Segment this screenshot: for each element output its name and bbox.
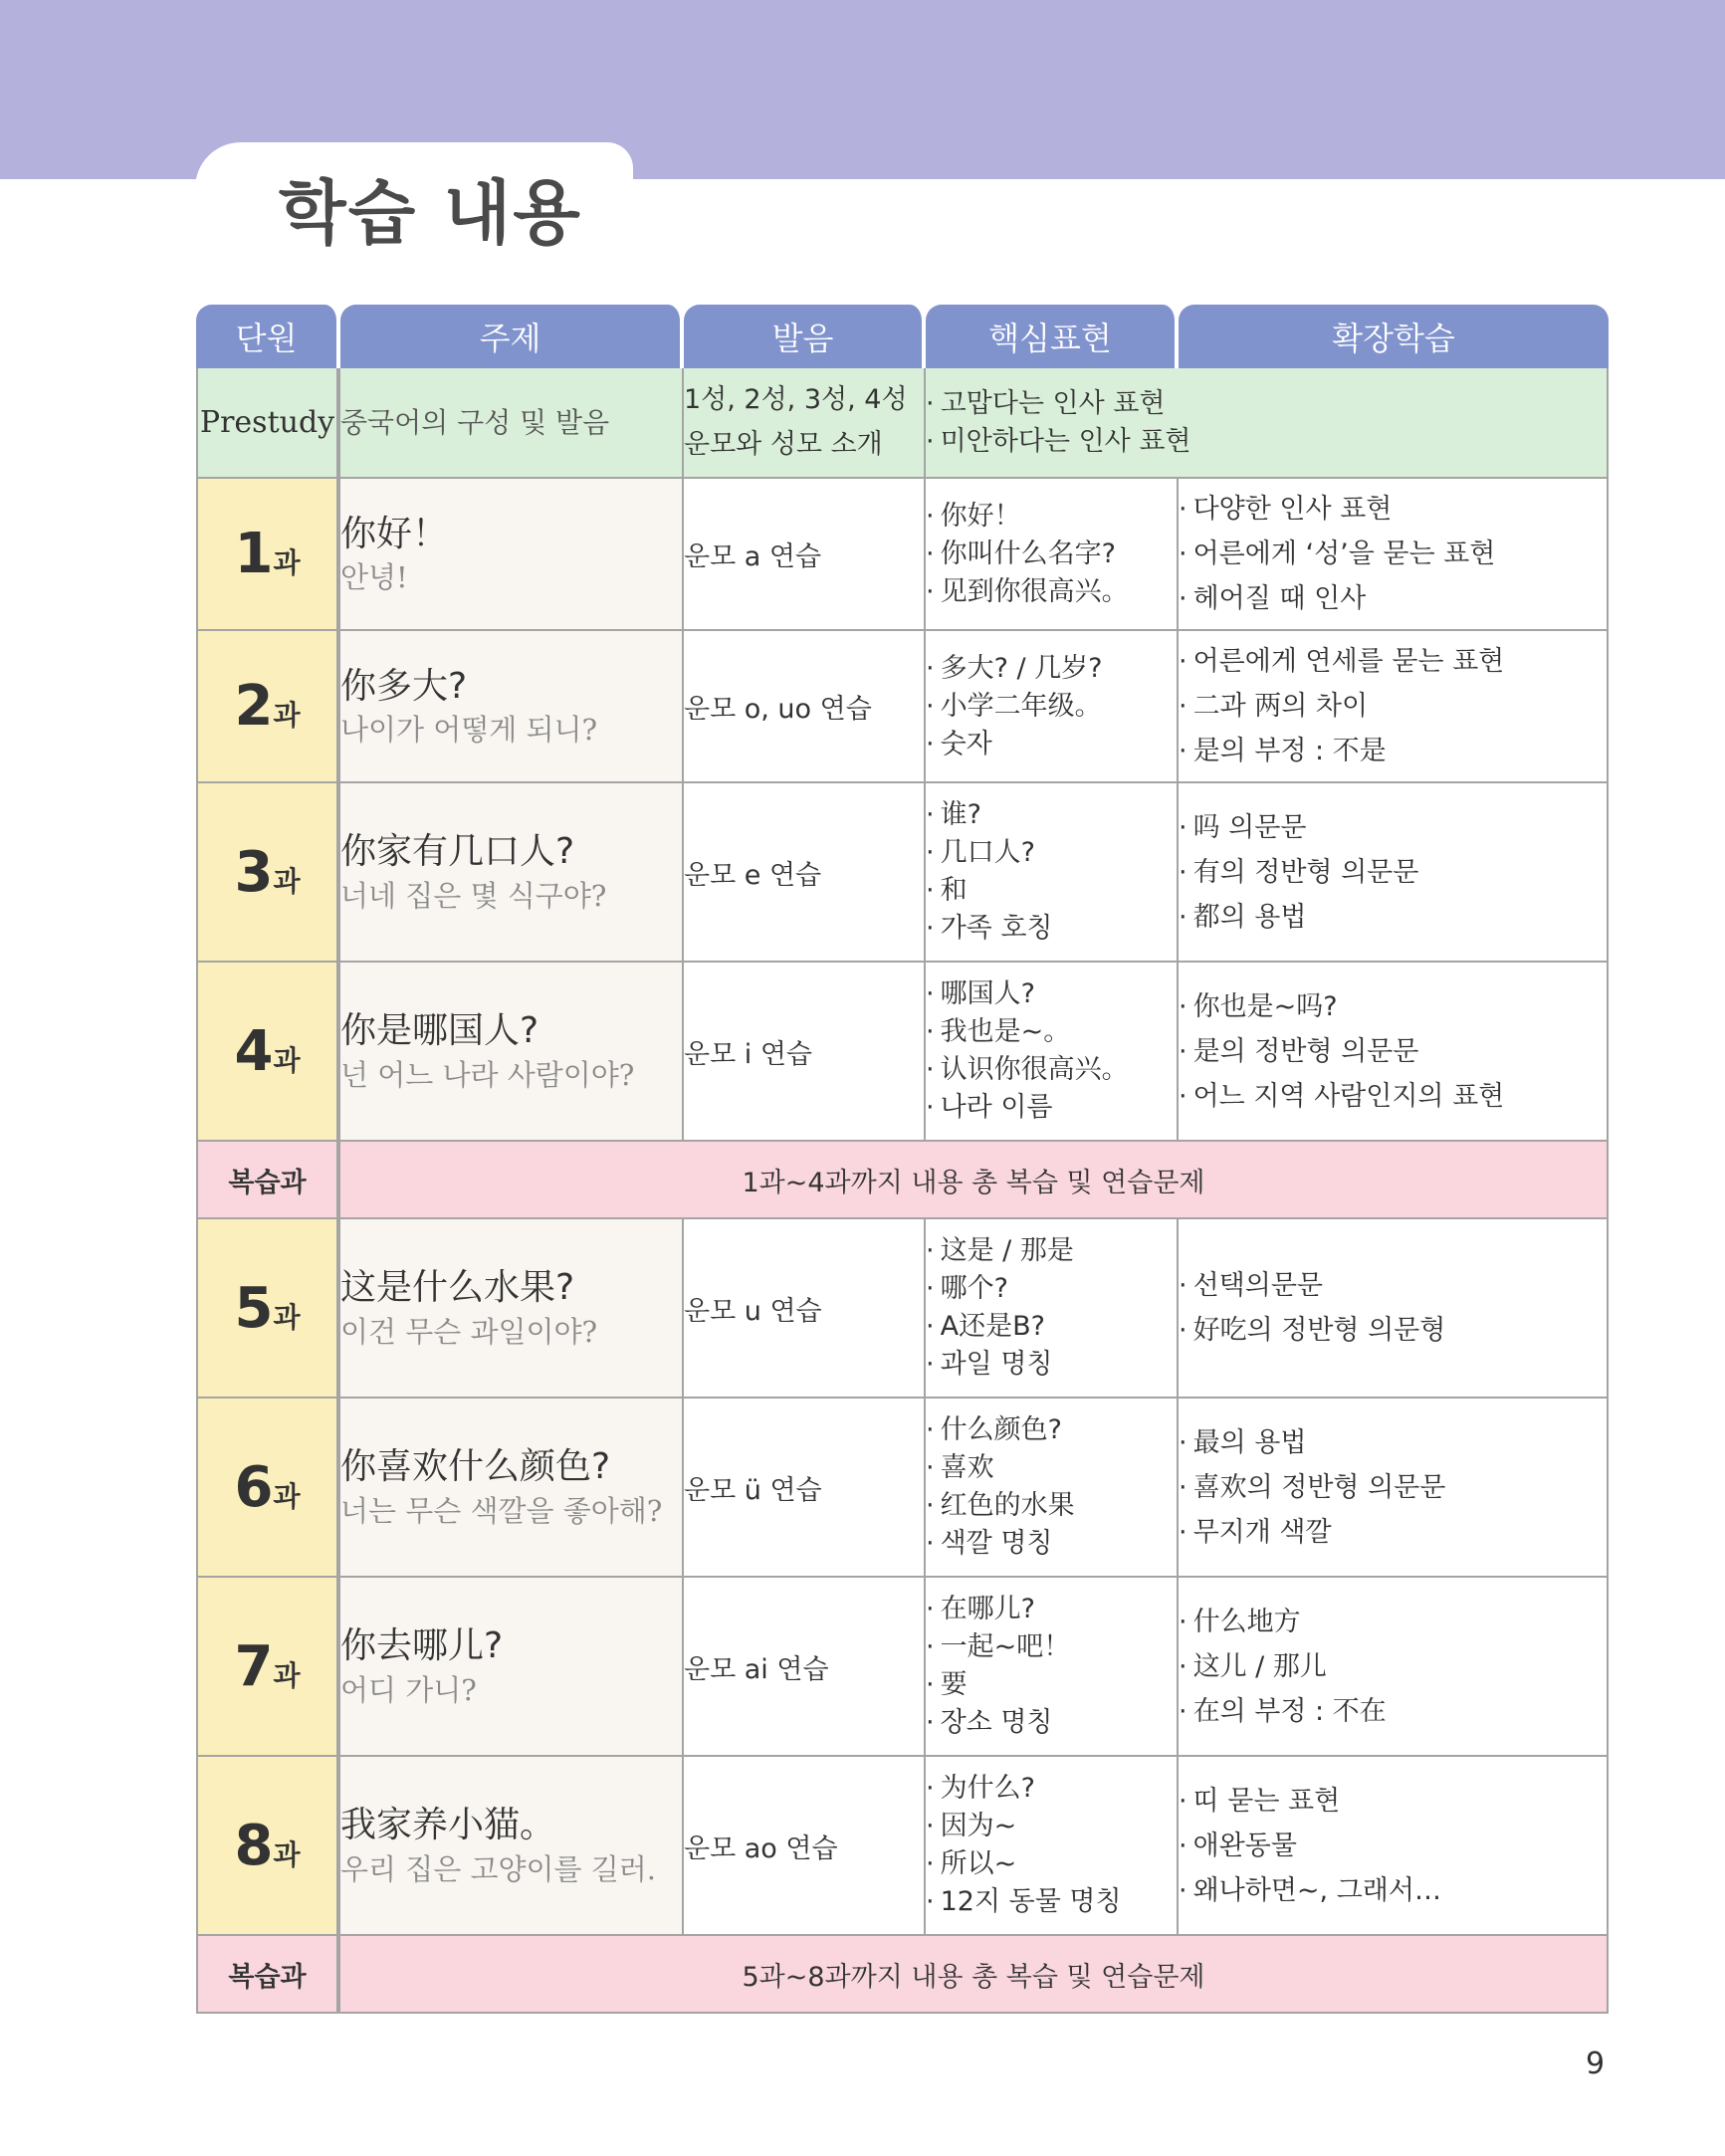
lesson-suffix: 과 <box>273 1043 301 1077</box>
topic-cell <box>340 1219 684 1399</box>
topic-chinese: 你喜欢什么颜色? <box>340 1446 611 1488</box>
lesson-number: 6 <box>234 1454 274 1520</box>
list-item: · 为什么? <box>926 1770 1177 1808</box>
topic-text: 중국어의 구성 및 발음 <box>340 405 610 439</box>
unit-label: Prestudy <box>199 405 335 440</box>
list-item: · 见到你很高兴。 <box>926 573 1177 611</box>
list-item: · 最의 용법 <box>1179 1420 1607 1465</box>
list-item: · 都의 용법 <box>1179 895 1607 940</box>
list-item: · 숫자 <box>926 726 1177 763</box>
extended-learning-cell <box>1179 1219 1609 1399</box>
list-item: · 要 <box>926 1666 1177 1704</box>
header-key-expressions: 핵심표현 <box>926 305 1179 368</box>
topic-korean: 어디 가니? <box>340 1672 477 1707</box>
topic-chinese: 你好！ <box>340 513 449 554</box>
list-item: · 왜나하면~, 그래서… <box>1179 1868 1607 1913</box>
pronunciation-line: 1성, 2성, 3성, 4성 <box>684 383 908 415</box>
list-item: · 애완동물 <box>1179 1824 1607 1868</box>
list-item: · 和 <box>926 872 1177 910</box>
list-item: · 所以~ <box>926 1845 1177 1883</box>
pronunciation-cell: 운모 a 연습 <box>684 479 926 631</box>
list-item: · 这是 / 那是 <box>926 1232 1177 1270</box>
table-row-lesson-5 <box>196 1219 1609 1399</box>
header-extended-learning: 확장학습 <box>1179 305 1609 368</box>
unit-cell <box>196 1936 340 2014</box>
unit-cell <box>196 1219 340 1399</box>
list-item: · 喜欢 <box>926 1449 1177 1487</box>
unit-cell <box>196 1578 340 1757</box>
list-item: · 在의 부정 : 不在 <box>1179 1689 1607 1734</box>
list-item: · 哪国人? <box>926 975 1177 1013</box>
list-item: · 有의 정반형 의문문 <box>1179 850 1607 895</box>
page-number: 9 <box>1586 2047 1606 2081</box>
topic-cell <box>340 963 684 1142</box>
topic-korean: 넌 어느 나라 사람이야? <box>340 1057 635 1092</box>
topic-korean: 우리 집은 고양이를 길러. <box>340 1851 657 1886</box>
list-item: · 几口人? <box>926 834 1177 872</box>
table-row-prestudy <box>196 368 1609 479</box>
header-pronunciation: 발음 <box>684 305 926 368</box>
lesson-suffix: 과 <box>273 699 301 732</box>
lesson-number: 4 <box>234 1018 274 1084</box>
page-title: 학습 내용 <box>279 172 582 254</box>
key-expressions-cell <box>926 1219 1179 1399</box>
topic-cell <box>340 783 684 963</box>
list-item: · 我也是~。 <box>926 1013 1177 1051</box>
lesson-suffix: 과 <box>273 1658 301 1692</box>
key-expressions-cell <box>926 963 1179 1142</box>
list-item: · 二과 两의 차이 <box>1179 684 1607 729</box>
list-item: · 吗 의문문 <box>1179 805 1607 850</box>
table-row-lesson-3 <box>196 783 1609 963</box>
topic-korean: 이건 무슨 과일이야? <box>340 1314 598 1349</box>
topic-cell <box>340 631 684 783</box>
extended-learning-cell <box>1179 1399 1609 1578</box>
topic-korean: 너는 무슨 색깔을 좋아해? <box>340 1493 663 1528</box>
list-item: · 你好！ <box>926 498 1177 536</box>
list-item: · 好吃의 정반형 의문형 <box>1179 1308 1607 1353</box>
list-item: · 什么颜色? <box>926 1411 1177 1449</box>
topic-chinese: 这是什么水果? <box>340 1267 575 1309</box>
table-row-lesson-7 <box>196 1578 1609 1757</box>
topic-korean: 나이가 어떻게 되니? <box>340 713 598 748</box>
lesson-number: 5 <box>234 1275 274 1341</box>
topic-chinese: 你多大? <box>340 665 468 707</box>
topic-korean: 안녕! <box>340 560 408 595</box>
lesson-number: 1 <box>234 522 274 586</box>
list-item: · 어른에게 연세를 묻는 표현 <box>1179 639 1607 684</box>
list-item: · 是의 정반형 의문문 <box>1179 1029 1607 1074</box>
topic-chinese: 你家有几口人? <box>340 831 575 873</box>
list-item: · 띠 묻는 표현 <box>1179 1779 1607 1824</box>
topic-cell <box>340 479 684 631</box>
lesson-number: 8 <box>234 1813 274 1878</box>
table-row-lesson-4 <box>196 963 1609 1142</box>
unit-cell <box>196 783 340 963</box>
lesson-suffix: 과 <box>273 1479 301 1513</box>
review-description: 5과~8과까지 내용 총 복습 및 연습문제 <box>340 1936 1609 2014</box>
pronunciation-line: 운모와 성모 소개 <box>684 428 883 460</box>
key-expressions-cell <box>926 1757 1179 1936</box>
list-item: · 선택의문문 <box>1179 1263 1607 1308</box>
list-item: · 다양한 인사 표현 <box>1179 487 1607 532</box>
review-description: 1과~4과까지 내용 총 복습 및 연습문제 <box>340 1142 1609 1219</box>
list-item: · 무지개 색깔 <box>1179 1510 1607 1555</box>
list-item: · 小学二年级。 <box>926 688 1177 726</box>
list-item: · 과일 명칭 <box>926 1346 1177 1384</box>
unit-cell <box>196 368 340 479</box>
table-row-review-1 <box>196 1142 1609 1219</box>
table-row-lesson-6 <box>196 1399 1609 1578</box>
topic-cell <box>340 1399 684 1578</box>
pronunciation-cell: 운모 u 연습 <box>684 1219 926 1399</box>
extended-learning-cell <box>1179 963 1609 1142</box>
topic-chinese: 我家养小猫。 <box>340 1805 556 1846</box>
topic-cell <box>340 368 684 479</box>
table-row-lesson-8 <box>196 1757 1609 1936</box>
topic-chinese: 你去哪儿? <box>340 1625 504 1667</box>
unit-cell <box>196 1142 340 1219</box>
key-expressions-cell <box>926 479 1179 631</box>
lesson-number: 7 <box>234 1633 274 1699</box>
extended-learning-cell <box>1179 479 1609 631</box>
pronunciation-cell: 운모 ü 연습 <box>684 1399 926 1578</box>
list-item: · 谁? <box>926 796 1177 834</box>
list-item: · 红色的水果 <box>926 1487 1177 1525</box>
lesson-number: 3 <box>234 839 274 905</box>
list-item: · 你也是~吗? <box>1179 984 1607 1029</box>
list-item: · 장소 명칭 <box>926 1704 1177 1742</box>
topic-chinese: 你是哪国人? <box>340 1010 539 1052</box>
review-label: 복습과 <box>228 1961 307 1993</box>
list-item: · 12지 동물 명칭 <box>926 1883 1177 1921</box>
list-item: · 어느 지역 사람인지의 표현 <box>1179 1074 1607 1119</box>
list-item: · 어른에게 ‘성’을 묻는 표현 <box>1179 532 1607 576</box>
key-expressions-cell <box>926 368 1609 479</box>
list-item: · 색깔 명칭 <box>926 1525 1177 1563</box>
extended-learning-cell <box>1179 783 1609 963</box>
list-item: · 고맙다는 인사 표현 <box>926 385 1607 423</box>
list-item: · 因为~ <box>926 1808 1177 1845</box>
extended-learning-cell <box>1179 1757 1609 1936</box>
unit-cell <box>196 963 340 1142</box>
pronunciation-cell: 운모 e 연습 <box>684 783 926 963</box>
table-row-lesson-1 <box>196 479 1609 631</box>
list-item: · 认识你很高兴。 <box>926 1051 1177 1089</box>
extended-learning-cell <box>1179 1578 1609 1757</box>
lesson-suffix: 과 <box>273 1837 301 1871</box>
list-item: · 多大? / 几岁? <box>926 650 1177 688</box>
header-row <box>196 305 1609 368</box>
key-expressions-cell <box>926 631 1179 783</box>
unit-cell <box>196 1399 340 1578</box>
list-item: · A还是B? <box>926 1308 1177 1346</box>
curriculum-table <box>196 305 1609 2014</box>
list-item: · 가족 호칭 <box>926 910 1177 948</box>
lesson-suffix: 과 <box>273 864 301 898</box>
list-item: · 你叫什么名字? <box>926 536 1177 573</box>
pronunciation-cell <box>684 368 926 479</box>
unit-cell <box>196 479 340 631</box>
key-expressions-cell <box>926 1578 1179 1757</box>
topic-cell <box>340 1757 684 1936</box>
list-item: · 미안하다는 인사 표현 <box>926 423 1607 461</box>
key-expressions-cell <box>926 1399 1179 1578</box>
pronunciation-cell: 운모 i 연습 <box>684 963 926 1142</box>
list-item: · 喜欢의 정반형 의문문 <box>1179 1465 1607 1510</box>
review-label: 복습과 <box>228 1167 307 1198</box>
lesson-suffix: 과 <box>273 1300 301 1334</box>
pronunciation-cell: 운모 o, uo 연습 <box>684 631 926 783</box>
header-unit: 단원 <box>196 305 340 368</box>
list-item: · 是의 부정 : 不是 <box>1179 729 1607 773</box>
list-item: · 哪个? <box>926 1270 1177 1308</box>
list-item: · 这儿 / 那儿 <box>1179 1644 1607 1689</box>
key-expressions-cell <box>926 783 1179 963</box>
list-item: · 什么地方 <box>1179 1600 1607 1644</box>
unit-cell <box>196 1757 340 1936</box>
list-item: · 一起~吧！ <box>926 1628 1177 1666</box>
pronunciation-cell: 운모 ao 연습 <box>684 1757 926 1936</box>
list-item: · 在哪儿? <box>926 1591 1177 1628</box>
extended-learning-cell <box>1179 631 1609 783</box>
list-item: · 헤어질 때 인사 <box>1179 576 1607 621</box>
topic-cell <box>340 1578 684 1757</box>
table-row-review-2 <box>196 1936 1609 2014</box>
topic-korean: 너네 집은 몇 식구야? <box>340 878 607 913</box>
unit-cell <box>196 631 340 783</box>
lesson-number: 2 <box>234 674 274 739</box>
lesson-suffix: 과 <box>273 546 301 579</box>
header-topic: 주제 <box>340 305 684 368</box>
list-item: · 나라 이름 <box>926 1089 1177 1127</box>
table-row-lesson-2 <box>196 631 1609 783</box>
pronunciation-cell: 운모 ai 연습 <box>684 1578 926 1757</box>
